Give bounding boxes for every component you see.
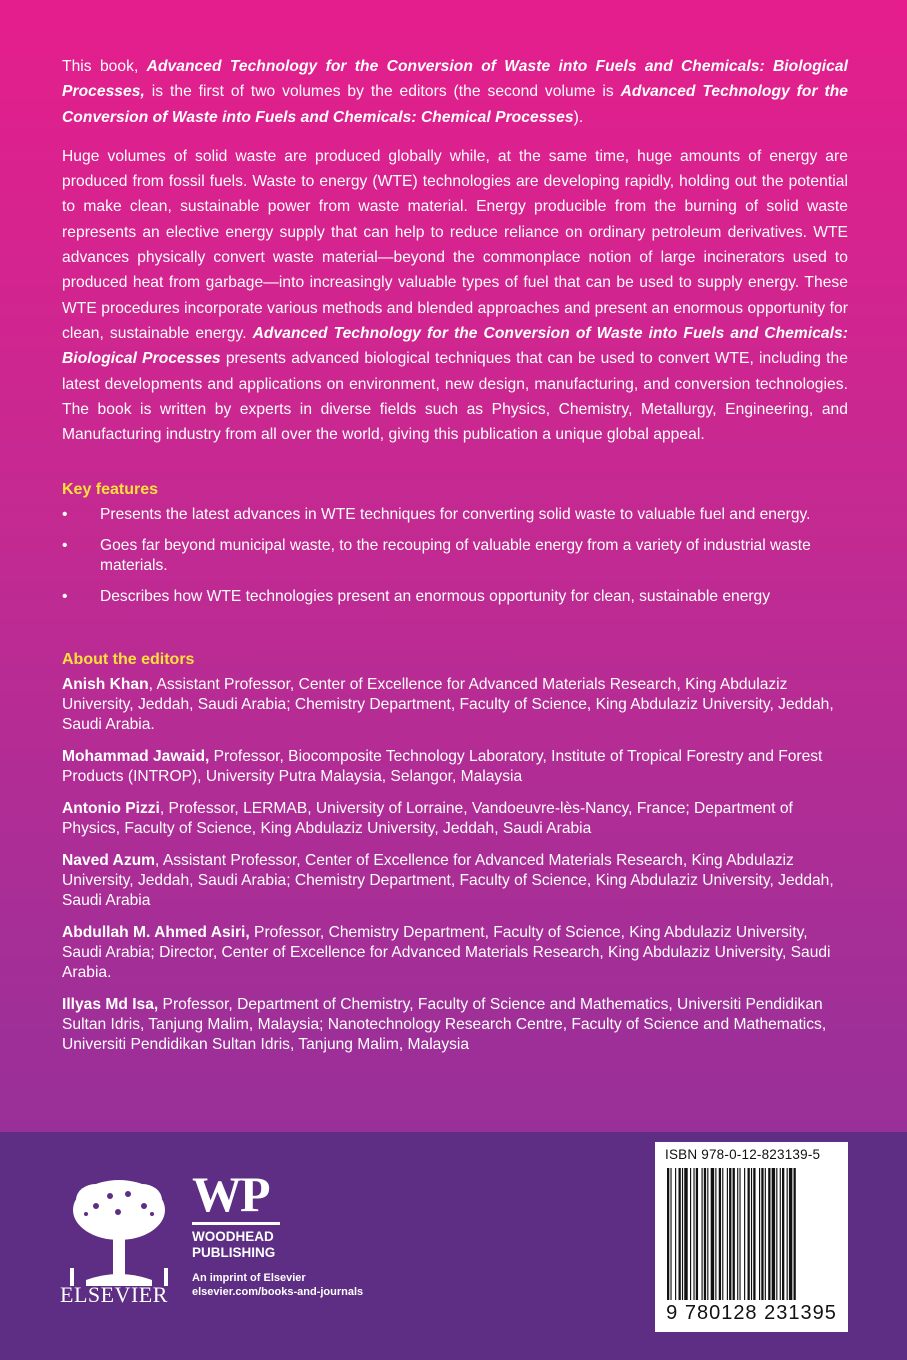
publisher-footer xyxy=(0,1132,907,1360)
barcode-bar xyxy=(748,1168,750,1300)
editor-entry xyxy=(62,923,848,983)
barcode-bar xyxy=(753,1168,755,1300)
barcode-bar xyxy=(759,1168,760,1300)
book-title: Advanced Technology for the Conversion of Waste into Fuels and Chemicals: Biological Processes xyxy=(62,324,848,368)
barcode-bars xyxy=(665,1168,839,1302)
text-run: ). xyxy=(573,108,584,126)
barcode-bar xyxy=(776,1168,777,1300)
editor-bio: , Assistant Professor, Center of Excellence for Advanced Materials Research, King Abdulaziz University, Jeddah, Saudi Arabia; Chemistry Department, Faculty of Science, King Abdulaziz University, Jeddah, Saudi Arabia xyxy=(62,852,834,910)
editor-entry xyxy=(62,995,848,1055)
editor-bio: Professor, Department of Chemistry, Faculty of Science and Mathematics, Universiti Pendidikan Sultan Idris, Tanjung Malim, Malaysia; Nanotechnology Research Centre, Faculty of Science and Mathematics, Universiti Pendidikan Sultan Idris, Tanjung Malim, Malaysia xyxy=(62,996,827,1054)
barcode-bar xyxy=(696,1168,698,1300)
barcode-bar xyxy=(715,1168,716,1300)
barcode-bar xyxy=(729,1168,731,1300)
barcode-bar xyxy=(684,1168,687,1300)
barcode-bar xyxy=(682,1168,683,1300)
text-run: This book, xyxy=(62,58,147,75)
wp-divider xyxy=(192,1222,280,1225)
barcode-bar xyxy=(733,1168,735,1300)
book-title: Advanced Technology for the Conversion of Waste into Fuels and Chemicals: Biological Processes, xyxy=(62,58,848,101)
editor-name: Mohammad Jawaid, xyxy=(62,748,210,766)
barcode-bar xyxy=(789,1168,792,1300)
barcode-bar xyxy=(780,1168,781,1300)
editor-name: Antonio Pizzi xyxy=(62,800,160,818)
barcode-bar xyxy=(722,1168,723,1300)
list-item: • Presents the latest advances in WTE techniques for converting solid waste to valuable fuel and energy. xyxy=(62,505,848,525)
barcode-bar xyxy=(693,1168,694,1300)
second-volume-title: Advanced Technology for the Conversion of Waste into Fuels and Chemicals: Chemical Processes xyxy=(62,83,848,126)
about-editors-heading: About the editors xyxy=(62,651,195,669)
editor-name: Anish Khan xyxy=(62,676,149,694)
barcode-bar xyxy=(719,1168,721,1300)
woodhead-line: WOODHEAD xyxy=(192,1229,274,1244)
list-item: • Describes how WTE technologies present an enormous opportunity for clean, sustainable energy xyxy=(62,587,848,607)
barcode-bar xyxy=(704,1168,706,1300)
editor-entry xyxy=(62,747,848,787)
editor-bio: , Assistant Professor, Center of Excellence for Advanced Materials Research, King Abdulaziz University, Jeddah, Saudi Arabia; Chemistry Department, Faculty of Science, King Abdulaziz University, Jeddah, Saudi Arabia. xyxy=(62,676,834,734)
imprint-text: An imprint of Elsevier xyxy=(192,1272,306,1284)
barcode-bar xyxy=(794,1168,796,1300)
intro-paragraph-1 xyxy=(62,54,848,130)
key-features-heading: Key features xyxy=(62,481,159,499)
barcode-bar xyxy=(675,1168,676,1300)
barcode-bar xyxy=(727,1168,728,1300)
editor-entry xyxy=(62,851,848,911)
key-features-list xyxy=(62,505,848,607)
barcode-bar xyxy=(670,1168,671,1300)
barcode-bar xyxy=(772,1168,775,1300)
barcode-bar xyxy=(707,1168,708,1300)
isbn-label: ISBN 978-0-12-823139-5 xyxy=(665,1147,821,1162)
editor-bio: Professor, Chemistry Department, Faculty of Science, King Abdulaziz University, Saudi Arabia; Director, Center of Excellence for Advanced Materials Research, King Abdulaziz University, Saudi Arabia. xyxy=(62,924,831,982)
barcode-bar xyxy=(702,1168,703,1300)
text-run: presents advanced biological techniques that can be used to convert WTE, including the latest developments and applications on environment, new design, manufacturing, and conversion technologies. The book is written by experts in diverse fields such as Physics, Chemistry, Metallurgy, Engineering, and Manufacturing industry from all over the world, giving this publication a unique global appeal. xyxy=(62,350,848,444)
barcode-bar xyxy=(761,1168,763,1300)
barcode-bar xyxy=(739,1168,740,1300)
barcode-bar xyxy=(679,1168,681,1300)
editor-bio: Professor, Biocomposite Technology Laboratory, Institute of Tropical Forestry and Forest Products (INTROP), University Putra Malaysia, Selangor, Malaysia xyxy=(62,748,823,786)
editor-name: Naved Azum xyxy=(62,852,156,870)
text-run: Huge volumes of solid waste are produced globally while, at the same time, huge amounts of energy are produced from fossil fuels. Waste to energy (WTE) technologies are developing rapidly, holding out the potential to make clean, sustainable power from waste material. Energy producible from the burning of solid waste represents an elective energy supply that can help to reduce reliance on ordinary petroleum derivatives. WTE advances physically convert waste material—beyond the commonplace notion of large incinerators used to produced heat from garbage—into increasingly valuable types of fuel that can be used to supply energy. These WTE procedures incorporate various methods and blended approaches and present an enormous opportunity for clean, sustainable energy. xyxy=(62,147,848,342)
barcode-bar xyxy=(667,1168,669,1300)
intro-paragraph-2 xyxy=(62,144,848,448)
publishing-line: PUBLISHING xyxy=(192,1245,276,1260)
barcode-bar xyxy=(751,1168,752,1300)
isbn-digits: 9 780128 231395 xyxy=(666,1302,837,1324)
barcode-bar xyxy=(711,1168,714,1300)
editor-entry xyxy=(62,799,848,839)
barcode-bar xyxy=(737,1168,738,1300)
barcode-bar xyxy=(744,1168,745,1300)
editor-name: Illyas Md Isa, xyxy=(62,996,159,1014)
elsevier-wordmark: ELSEVIER xyxy=(60,1282,168,1307)
barcode-bar xyxy=(782,1168,784,1300)
cover-text xyxy=(62,54,848,1067)
wp-monogram: WP xyxy=(192,1166,269,1222)
text-run: is the first of two volumes by the editors (the second volume is xyxy=(144,83,621,101)
publisher-url: elsevier.com/books-and-journals xyxy=(192,1286,364,1298)
barcode-bar xyxy=(768,1168,770,1300)
isbn-barcode xyxy=(655,1142,848,1332)
editor-name: Abdullah M. Ahmed Asiri, xyxy=(62,924,250,942)
woodhead-logo xyxy=(192,1166,392,1299)
barcode-bar xyxy=(765,1168,766,1300)
barcode-bar xyxy=(690,1168,691,1300)
list-item: • Goes far beyond municipal waste, to the recouping of valuable energy from a variety of industrial waste materials. xyxy=(62,536,848,576)
editor-entry xyxy=(62,675,848,735)
barcode-bar xyxy=(787,1168,788,1300)
editor-bio: , Professor, LERMAB, University of Lorraine, Vandoeuvre-lès-Nancy, France; Department of Physics, Faculty of Science, King Abdulaziz University, Jeddah, Saudi Arabia xyxy=(62,800,793,838)
